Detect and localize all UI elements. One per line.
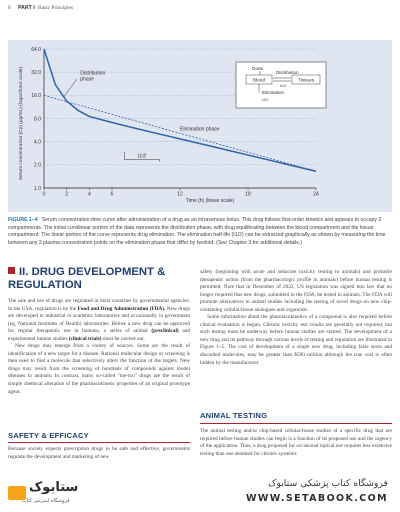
- y-tick-label: 8.0: [34, 116, 41, 123]
- safety-heading-rule: [8, 442, 190, 443]
- y-tick-label: 4.0: [34, 139, 41, 146]
- y-tick-label: 16.0: [31, 93, 41, 100]
- inset-elimination-label: Elimination: [262, 90, 285, 95]
- part-label: PART I: [18, 5, 35, 11]
- inset-distribution-label: Distribution: [276, 70, 299, 75]
- safety-text: Because society expects prescription drugs to be safe and effective, governments regulate the development and marketing of new: [8, 446, 190, 460]
- x-tick-label: 12: [177, 191, 183, 198]
- distribution-phase-label: Distribution: [80, 70, 106, 77]
- page-number: 8: [8, 5, 11, 11]
- y-tick-label: 32.0: [31, 69, 41, 76]
- inset-tissues-label: Tissues: [297, 78, 315, 84]
- section-number: II.: [19, 266, 29, 278]
- section-heading: [8, 266, 178, 291]
- x-tick-label: 0: [42, 191, 46, 198]
- watermark-url[interactable]: WWW.SETABOOK.COM: [246, 493, 388, 504]
- inset-t-half-b: t1/2: [262, 98, 269, 102]
- watermark-title: فروشگاه کتاب پزشکی ستابوک: [268, 478, 388, 489]
- logo-subtitle: فروشگاه اینترنتی کتاب: [22, 498, 70, 504]
- x-tick-label: 2: [65, 191, 69, 198]
- section-marker: [8, 267, 15, 274]
- caption-text: Serum concentration-time curve after administration of a drug as an intravenous bolus. This drug follows first-order kinetics and appears to occupy 2 compartments. The initial curvilinear portion of the data represents the distribution phase, with drug equilibrating between the blood compartment and the tissue compartment. The linear portion of the curve represents drug elimination. The elimination half-life (t1/2) can be extracted graphically as shown by measuring the time between any 2 plasma concentration points on the elimination phase that differ by twofold. (See Chapter 3 for additional details.): [8, 217, 386, 246]
- x-axis-title: Time (h) (linear scale): [185, 198, 235, 204]
- x-tick-label: 4: [87, 191, 91, 198]
- right-column-text: [200, 269, 392, 367]
- running-head: [8, 5, 73, 11]
- logo-text: ستابوک: [29, 480, 79, 495]
- elimination-phase-label: Elimination phase: [180, 126, 220, 133]
- x-tick-label: 18: [245, 191, 251, 198]
- safety-heading: SAFETY & EFFICACY: [8, 431, 89, 440]
- t-half-label: t1/2: [137, 153, 147, 160]
- inset-blood-label: Blood: [252, 78, 266, 84]
- concentration-time-chart: [8, 40, 392, 212]
- y-tick-label: 1.0: [34, 185, 41, 192]
- x-tick-label: 6: [110, 191, 114, 198]
- paragraph-safety-testing: safety (beginning with acute and subacute toxicity testing in animals) and probable therapeutic action (from the pharmacologic profile in animals) before human testing is permitted. Note that in December of 2022, US legislation was signed into law that no longer required that new drugs, submitted to the FDA, be tested in animals. The FDA will promote alternatives to animal studies including the testing of novel drugs on new chip-containing cellular/tissue analogues and organoids.: [200, 269, 392, 313]
- figure-caption: [8, 217, 392, 247]
- part-title: Basic Principles: [38, 5, 73, 11]
- animal-testing-text: The animal testing and/or chip-based cellular/tissue studies of a specific drug that are required before human studies can begin is a function of its proposed use and the urgency of the application. Thus, a drug proposed for occasional topical use requires less extensive testing than one destined for chronic systemic: [200, 428, 392, 457]
- caption-label: FIGURE 1–4: [8, 217, 38, 223]
- inset-dose-label: Dose: [252, 67, 264, 72]
- x-tick-label: 24: [313, 191, 319, 198]
- left-column-text: [8, 298, 190, 396]
- paragraph-regulation: The sale and use of drugs are regulated in most countries by governmental agencies. In the USA, regulation is by the Food and Drug Administration (FDA). New drugs are developed in industrial or academic laboratories and occasionally in government (eg, National Institutes of Health) laboratories. Before a new drug can be approved for regular therapeutic use in humans, a series of animal (preclinical) and experimental human studies (clinical trials) must be carried out.: [8, 298, 191, 342]
- figure-panel: [8, 40, 392, 212]
- distribution-pointer: [63, 79, 77, 97]
- paragraph-new-drugs: New drugs may emerge from a variety of sources. Some are the result of identification of a new target for a disease. Rational molecular design or screening is then used to find a molecule that selectively alters the function of the targets. New drugs may result from the screening of hundreds of compounds against model diseases in animals. In contrast, many so-called "me-too" drugs are the result of simple chemical alteration of the pharmacokinetic properties of an original prototype agent.: [8, 343, 190, 395]
- animal-heading-rule: [200, 423, 392, 424]
- inset-t-half-a: t1/2: [280, 84, 287, 88]
- y-tick-label: 64.0: [31, 46, 41, 53]
- animal-testing-heading: ANIMAL TESTING: [200, 411, 268, 420]
- y-tick-label: 2.0: [34, 162, 41, 169]
- y-axis-title: Serum concentration (Cp) (μg/mL) (logarithmic scale): [19, 66, 24, 181]
- section-title-line1: DRUG DEVELOPMENT &: [31, 266, 166, 278]
- section-title-line2: REGULATION: [8, 278, 82, 291]
- distribution-phase-label-2: phase: [80, 76, 94, 83]
- paragraph-pharmacokinetics: Some information about the pharmacokinetics of a compound is also required before clinical evaluation is begun. Chronic toxicity test results are generally not required, but such testing must be underway before human studies are started. The development of a new drug and its pathway through various levels of testing and regulation are illustrated in Figure 1–5. The cost of development of a single new drug, including false starts and discarded molecules, may be greater than $500 million although the true cost is often hidden by the manufacturer.: [200, 314, 392, 366]
